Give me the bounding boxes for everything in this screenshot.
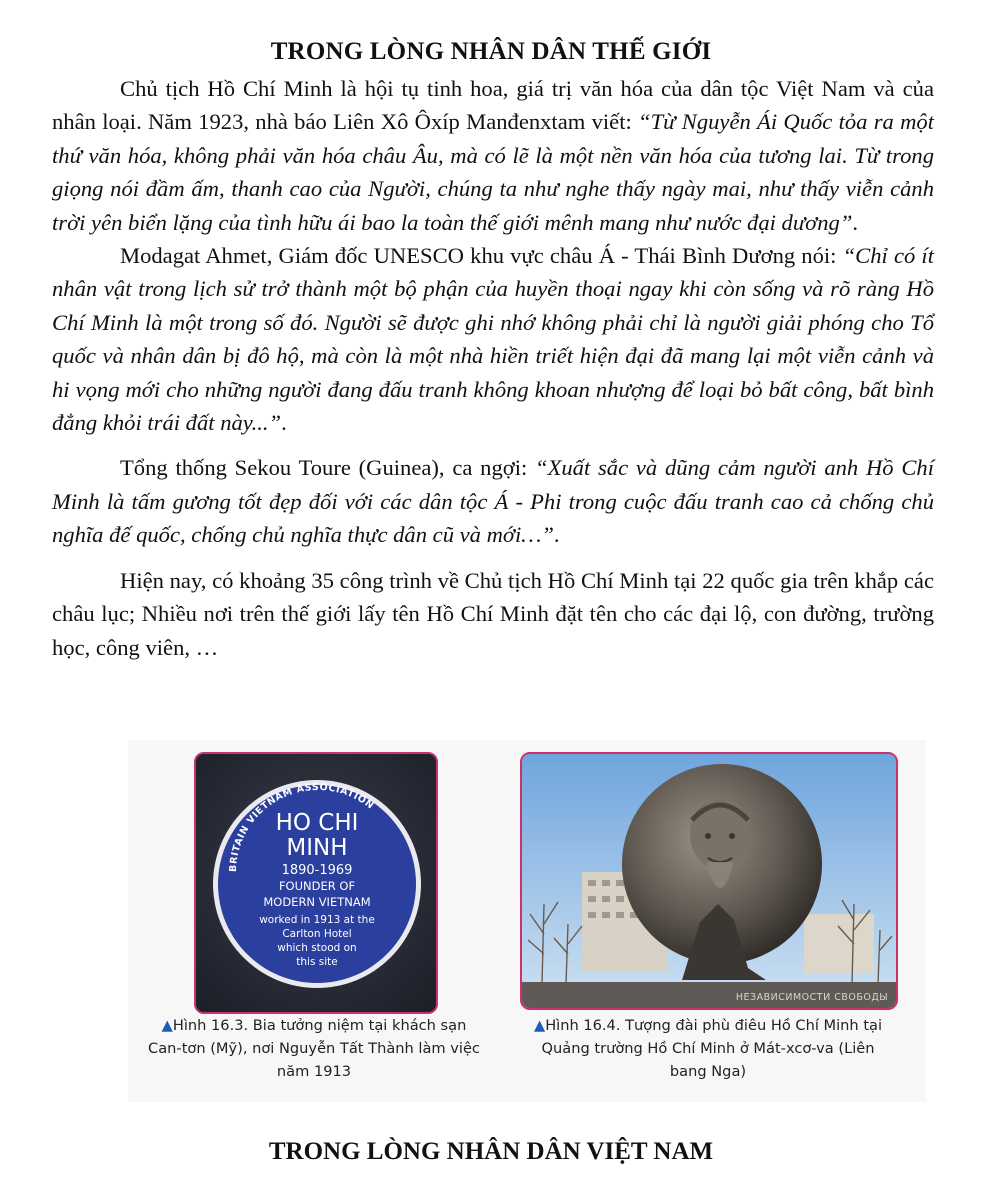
plaque-line-2: MINH [286, 835, 348, 861]
quote-mandelstam: “Từ Nguyễn Ái Quốc tỏa ra một thứ văn hóa, không phải văn hóa châu Âu, mà có lẽ là một nền văn hóa của tương lai. Từ trong giọng nói đầm ấm, thanh cao của Người, chúng ta như nghe thấy ngày mai, như thấy viễn cảnh trời yên biển lặng của tình hữu ái bao la toàn thế giới mênh mang như nước đại dương” [52, 109, 935, 235]
plaque-photo [194, 752, 438, 1014]
caption-figure-16-3 [146, 1014, 482, 1083]
blue-plaque-image [196, 754, 436, 1012]
paragraph-unesco: Modagat Ahmet, Giám đốc UNESCO khu vực châu Á - Thái Bình Dương nói: “Chỉ có ít nhân vật trong lịch sử trở thành một bộ phận của huyền thoại ngay khi còn sống và rõ ràng Hồ Chí Minh là một trong số đó. Người sẽ được ghi nhớ không phải chỉ là người giải phóng cho Tổ quốc và nhân dân bị đô hộ, mà còn là một nhà hiền triết hiện đại đã mang lại một viễn cảnh và hi vọng mới cho những người đang đấu tranh không khoan nhượng để loại bỏ bất công, bất bình đẳng khỏi trái đất này...”. [52, 243, 934, 436]
figure-panel [128, 740, 926, 1102]
plaque-line-9: this site [296, 956, 338, 968]
building-right [804, 914, 874, 974]
quote-sekou-toure: “Xuất sắc và dũng cảm người anh Hồ Chí Minh là tấm gương tốt đẹp đối với các dân tộc Á - Phi trong cuộc đấu tranh cao cả chống chủ nghĩa đế quốc, chống chủ nghĩa thực dân cũ và mới…” [52, 455, 934, 548]
plaque-line-8: which stood on [277, 942, 357, 954]
section-title: TRONG LÒNG NHÂN DÂN THẾ GIỚI [270, 38, 712, 65]
paragraph-mandelstam: Chủ tịch Hồ Chí Minh là hội tụ tinh hoa, giá trị văn hóa của dân tộc Việt Nam và của nhân loại. Năm 1923, nhà báo Liên Xô Ôxíp Manđenxtam viết: “Từ Nguyễn Ái Quốc tỏa ra một thứ văn hóa, không phải văn hóa châu Âu, mà có lẽ là một nền văn hóa của tương lai. Từ trong giọng nói đầm ấm, thanh cao của Người, chúng ta như nghe thấy ngày mai, như thấy viễn cảnh trời yên biển lặng của tình hữu ái bao la toàn thế giới mênh mang như nước đại dương”. [52, 76, 935, 235]
plaque-line-4: FOUNDER OF [278, 879, 356, 893]
quote-unesco: “Chỉ có ít nhân vật trong lịch sử trở thành một bộ phận của huyền thoại ngay khi còn sống và rõ ràng Hồ Chí Minh là một trong số đó. Người sẽ được ghi nhớ không phải chỉ là người giải phóng cho Tổ quốc và nhân dân bị đô hộ, mà còn là một nhà hiền triết hiện đại đã mang lại một viễn cảnh và hi vọng mới cho những người đang đấu tranh không khoan nhượng để loại bỏ bất công, bất bình đẳng khỏi trái đất này...” [52, 243, 934, 436]
plaque-line-5: MODERN VIETNAM [263, 895, 371, 909]
plaque-line-7: Carlton Hotel [282, 928, 352, 940]
caption-marker-icon: ▲ [161, 1017, 173, 1034]
next-section-title: TRONG LÒNG NHÂN DÂN VIỆT NAM [268, 1138, 714, 1165]
paragraph-monuments: Hiện nay, có khoảng 35 công trình về Chủ tịch Hồ Chí Minh tại 22 quốc gia trên khắp các châu lục; Nhiều nơi trên thế giới lấy tên Hồ Chí Minh đặt tên cho các đại lộ, con đường, trường học, công viên, … [52, 567, 934, 660]
monument-image [522, 754, 896, 1008]
caption-marker-icon: ▲ [533, 1017, 546, 1034]
caption-text-16-3: Hình 16.3. Bia tưởng niệm tại khách sạn Can-tơn (Mỹ), nơi Nguyễn Tất Thành làm việc năm 1913 [148, 1017, 480, 1080]
monument-inscription: НЕЗАВИСИМОСТИ СВОБОДЫ [735, 992, 889, 1003]
plaque-line-1: HO CHI [275, 810, 359, 836]
plaque-line-6: worked in 1913 at the [259, 914, 375, 926]
paragraph-sekou-toure: Tổng thống Sekou Toure (Guinea), ca ngợi: “Xuất sắc và dũng cảm người anh Hồ Chí Minh là tấm gương tốt đẹp đối với các dân tộc Á - Phi trong cuộc đấu tranh cao cả chống chủ nghĩa đế quốc, chống chủ nghĩa thực dân cũ và mới…”. [52, 455, 934, 548]
plaque-arc-text: BRITAIN VIETNAM ASSOCIATION [227, 781, 376, 873]
plaque-line-3: 1890-1969 [281, 863, 353, 878]
caption-text-16-4: Hình 16.4. Tượng đài phù điêu Hồ Chí Minh tại Quảng trường Hồ Chí Minh ở Mát-xcơ-va (Liên bang Nga) [541, 1017, 883, 1080]
body-text [52, 72, 934, 664]
monument-photo [520, 752, 898, 1010]
caption-figure-16-4 [528, 1014, 888, 1083]
